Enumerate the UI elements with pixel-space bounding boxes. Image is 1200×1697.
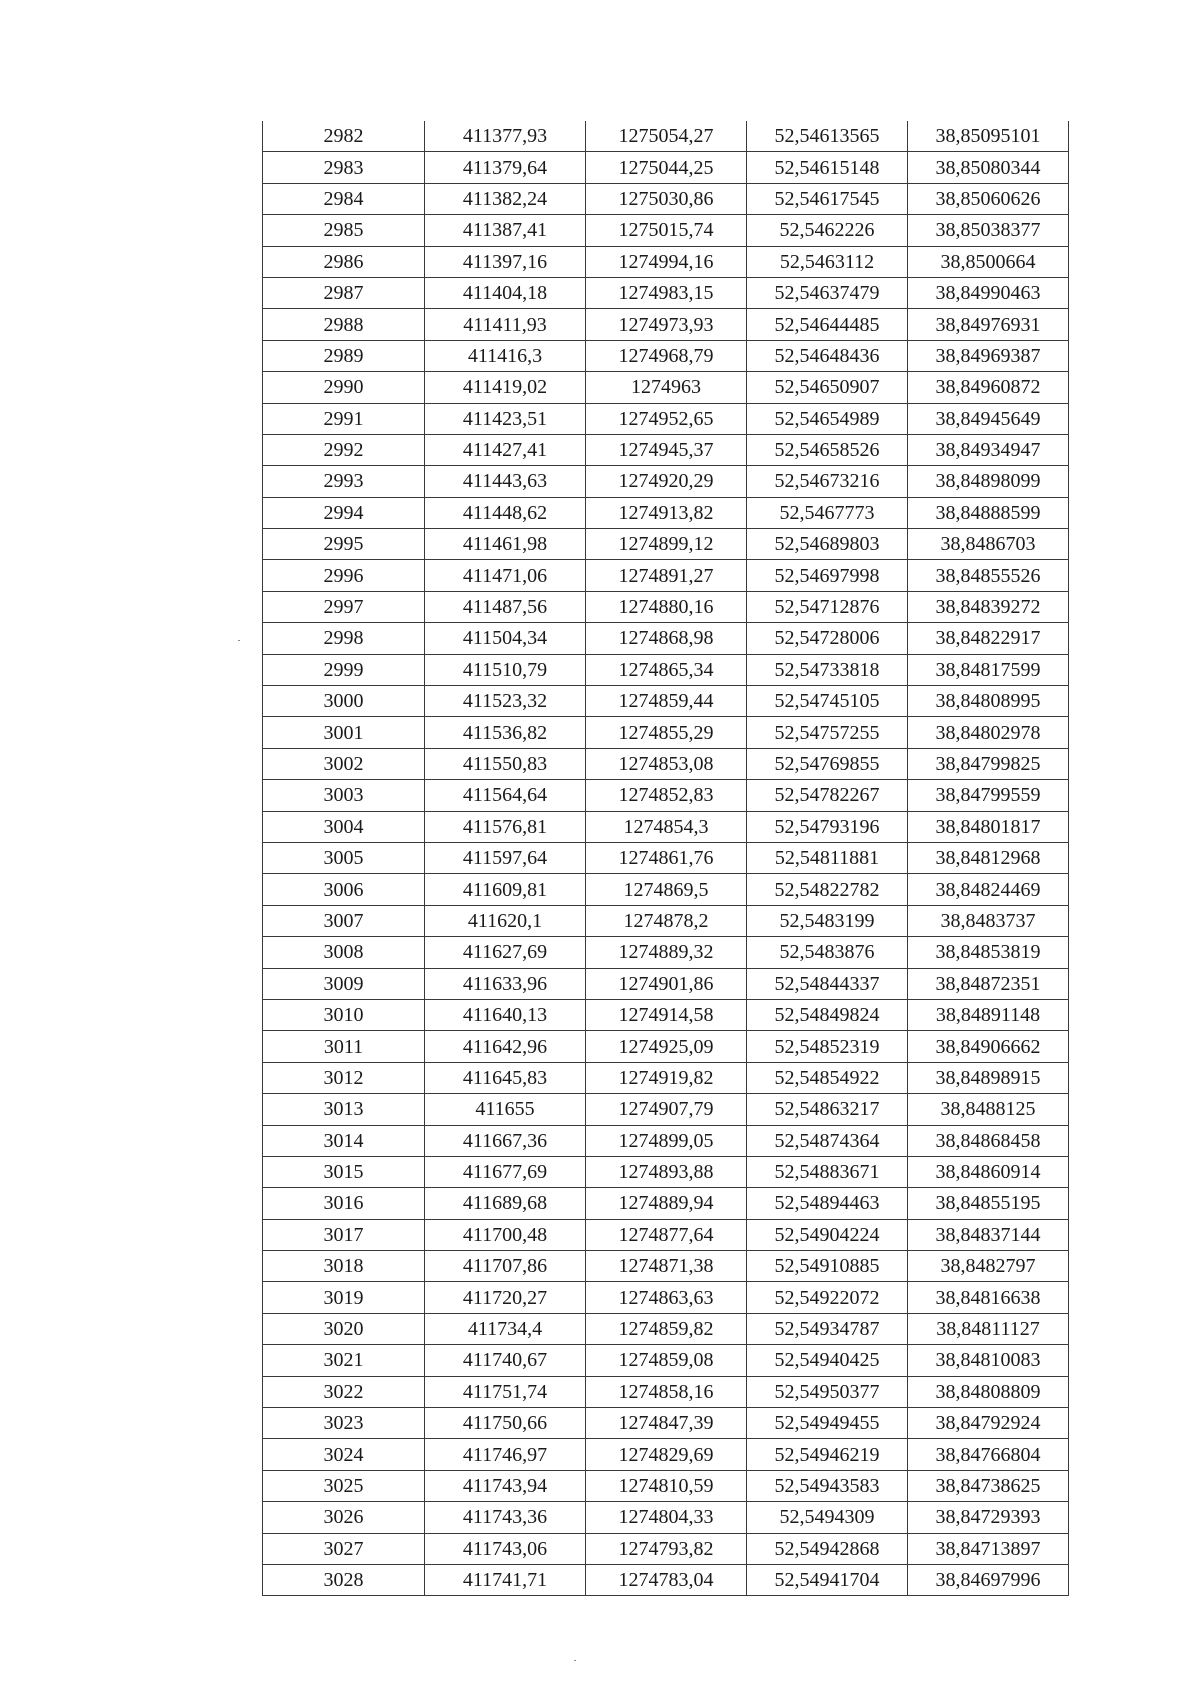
latitude-cell: 52,5494309 [747, 1502, 908, 1533]
latitude-cell: 52,5467773 [747, 497, 908, 528]
latitude-cell: 52,54943583 [747, 1470, 908, 1501]
x-coordinate-cell: 411523,32 [425, 686, 586, 717]
latitude-cell: 52,54654989 [747, 403, 908, 434]
x-coordinate-cell: 411411,93 [425, 309, 586, 340]
point-number-cell: 3028 [263, 1564, 425, 1595]
longitude-cell: 38,84729393 [908, 1502, 1069, 1533]
table-row [263, 623, 1069, 654]
longitude-cell: 38,84872351 [908, 968, 1069, 999]
point-number-cell: 3001 [263, 717, 425, 748]
y-coordinate-cell: 1274914,58 [586, 999, 747, 1030]
point-number-cell: 2985 [263, 215, 425, 246]
longitude-cell: 38,84906662 [908, 1031, 1069, 1062]
point-number-cell: 2992 [263, 434, 425, 465]
point-number-cell: 3000 [263, 686, 425, 717]
longitude-cell: 38,84799559 [908, 780, 1069, 811]
table-row [263, 372, 1069, 403]
x-coordinate-cell: 411504,34 [425, 623, 586, 654]
longitude-cell: 38,84810083 [908, 1345, 1069, 1376]
y-coordinate-cell: 1274859,44 [586, 686, 747, 717]
point-number-cell: 3024 [263, 1439, 425, 1470]
point-number-cell: 3015 [263, 1156, 425, 1187]
y-coordinate-cell: 1274899,05 [586, 1125, 747, 1156]
x-coordinate-cell: 411633,96 [425, 968, 586, 999]
point-number-cell: 3016 [263, 1188, 425, 1219]
point-number-cell: 2988 [263, 309, 425, 340]
table-row [263, 246, 1069, 277]
table-row [263, 780, 1069, 811]
table-row [263, 748, 1069, 779]
latitude-cell: 52,54613565 [747, 121, 908, 152]
x-coordinate-cell: 411461,98 [425, 529, 586, 560]
x-coordinate-cell: 411564,64 [425, 780, 586, 811]
longitude-cell: 38,84839272 [908, 591, 1069, 622]
x-coordinate-cell: 411379,64 [425, 152, 586, 183]
longitude-cell: 38,84945649 [908, 403, 1069, 434]
table-row [263, 466, 1069, 497]
x-coordinate-cell: 411377,93 [425, 121, 586, 152]
point-number-cell: 2984 [263, 183, 425, 214]
latitude-cell: 52,54697998 [747, 560, 908, 591]
y-coordinate-cell: 1274983,15 [586, 277, 747, 308]
longitude-cell: 38,8486703 [908, 529, 1069, 560]
point-number-cell: 3008 [263, 937, 425, 968]
y-coordinate-cell: 1274968,79 [586, 340, 747, 371]
longitude-cell: 38,84811127 [908, 1313, 1069, 1344]
table-row [263, 529, 1069, 560]
latitude-cell: 52,54650907 [747, 372, 908, 403]
table-row [263, 999, 1069, 1030]
table-row [263, 497, 1069, 528]
y-coordinate-cell: 1274847,39 [586, 1408, 747, 1439]
x-coordinate-cell: 411536,82 [425, 717, 586, 748]
table-row [263, 560, 1069, 591]
latitude-cell: 52,54712876 [747, 591, 908, 622]
y-coordinate-cell: 1275054,27 [586, 121, 747, 152]
x-coordinate-cell: 411416,3 [425, 340, 586, 371]
point-number-cell: 3004 [263, 811, 425, 842]
y-coordinate-cell: 1274952,65 [586, 403, 747, 434]
x-coordinate-cell: 411597,64 [425, 842, 586, 873]
point-number-cell: 2982 [263, 121, 425, 152]
x-coordinate-cell: 411419,02 [425, 372, 586, 403]
point-number-cell: 3023 [263, 1408, 425, 1439]
point-number-cell: 3020 [263, 1313, 425, 1344]
point-number-cell: 2997 [263, 591, 425, 622]
point-number-cell: 2998 [263, 623, 425, 654]
y-coordinate-cell: 1274963 [586, 372, 747, 403]
x-coordinate-cell: 411397,16 [425, 246, 586, 277]
scan-speck [574, 1660, 576, 1661]
longitude-cell: 38,84808809 [908, 1376, 1069, 1407]
y-coordinate-cell: 1274861,76 [586, 842, 747, 873]
y-coordinate-cell: 1274854,3 [586, 811, 747, 842]
coordinates-table-body [263, 121, 1069, 1596]
latitude-cell: 52,54941704 [747, 1564, 908, 1595]
y-coordinate-cell: 1274899,12 [586, 529, 747, 560]
longitude-cell: 38,84792924 [908, 1408, 1069, 1439]
x-coordinate-cell: 411677,69 [425, 1156, 586, 1187]
longitude-cell: 38,84855526 [908, 560, 1069, 591]
table-row [263, 1125, 1069, 1156]
point-number-cell: 2983 [263, 152, 425, 183]
latitude-cell: 52,54863217 [747, 1094, 908, 1125]
table-row [263, 1376, 1069, 1407]
point-number-cell: 3018 [263, 1251, 425, 1282]
latitude-cell: 52,5462226 [747, 215, 908, 246]
table-row [263, 1502, 1069, 1533]
y-coordinate-cell: 1275015,74 [586, 215, 747, 246]
latitude-cell: 52,5483876 [747, 937, 908, 968]
latitude-cell: 52,54745105 [747, 686, 908, 717]
latitude-cell: 52,54950377 [747, 1376, 908, 1407]
y-coordinate-cell: 1274901,86 [586, 968, 747, 999]
latitude-cell: 52,54648436 [747, 340, 908, 371]
longitude-cell: 38,84822917 [908, 623, 1069, 654]
latitude-cell: 52,54883671 [747, 1156, 908, 1187]
table-row [263, 842, 1069, 873]
x-coordinate-cell: 411751,74 [425, 1376, 586, 1407]
table-row [263, 1533, 1069, 1564]
y-coordinate-cell: 1274829,69 [586, 1439, 747, 1470]
x-coordinate-cell: 411642,96 [425, 1031, 586, 1062]
latitude-cell: 52,54793196 [747, 811, 908, 842]
point-number-cell: 3012 [263, 1062, 425, 1093]
longitude-cell: 38,84766804 [908, 1439, 1069, 1470]
y-coordinate-cell: 1274889,94 [586, 1188, 747, 1219]
latitude-cell: 52,54757255 [747, 717, 908, 748]
y-coordinate-cell: 1274869,5 [586, 874, 747, 905]
y-coordinate-cell: 1274783,04 [586, 1564, 747, 1595]
point-number-cell: 2993 [263, 466, 425, 497]
table-row [263, 1188, 1069, 1219]
point-number-cell: 3009 [263, 968, 425, 999]
table-row [263, 717, 1069, 748]
y-coordinate-cell: 1274804,33 [586, 1502, 747, 1533]
latitude-cell: 52,54733818 [747, 654, 908, 685]
point-number-cell: 3014 [263, 1125, 425, 1156]
latitude-cell: 52,54769855 [747, 748, 908, 779]
table-row [263, 183, 1069, 214]
y-coordinate-cell: 1274945,37 [586, 434, 747, 465]
latitude-cell: 52,54910885 [747, 1251, 908, 1282]
longitude-cell: 38,84888599 [908, 497, 1069, 528]
point-number-cell: 3002 [263, 748, 425, 779]
longitude-cell: 38,85095101 [908, 121, 1069, 152]
latitude-cell: 52,54849824 [747, 999, 908, 1030]
longitude-cell: 38,84891148 [908, 999, 1069, 1030]
point-number-cell: 2989 [263, 340, 425, 371]
x-coordinate-cell: 411471,06 [425, 560, 586, 591]
latitude-cell: 52,54894463 [747, 1188, 908, 1219]
longitude-cell: 38,84817599 [908, 654, 1069, 685]
latitude-cell: 52,54782267 [747, 780, 908, 811]
longitude-cell: 38,84990463 [908, 277, 1069, 308]
x-coordinate-cell: 411707,86 [425, 1251, 586, 1282]
point-number-cell: 3021 [263, 1345, 425, 1376]
table-row [263, 874, 1069, 905]
point-number-cell: 3022 [263, 1376, 425, 1407]
table-row [263, 1439, 1069, 1470]
table-row [263, 591, 1069, 622]
longitude-cell: 38,84697996 [908, 1564, 1069, 1595]
y-coordinate-cell: 1274810,59 [586, 1470, 747, 1501]
table-row [263, 1313, 1069, 1344]
x-coordinate-cell: 411427,41 [425, 434, 586, 465]
table-row [263, 215, 1069, 246]
latitude-cell: 52,54728006 [747, 623, 908, 654]
x-coordinate-cell: 411743,94 [425, 1470, 586, 1501]
table-row [263, 1408, 1069, 1439]
point-number-cell: 2991 [263, 403, 425, 434]
point-number-cell: 3013 [263, 1094, 425, 1125]
table-row [263, 121, 1069, 152]
y-coordinate-cell: 1274907,79 [586, 1094, 747, 1125]
coordinates-table [262, 121, 1069, 1596]
y-coordinate-cell: 1274891,27 [586, 560, 747, 591]
point-number-cell: 3019 [263, 1282, 425, 1313]
x-coordinate-cell: 411382,24 [425, 183, 586, 214]
longitude-cell: 38,84799825 [908, 748, 1069, 779]
point-number-cell: 3005 [263, 842, 425, 873]
table-row [263, 654, 1069, 685]
longitude-cell: 38,84976931 [908, 309, 1069, 340]
point-number-cell: 3026 [263, 1502, 425, 1533]
table-row [263, 340, 1069, 371]
table-row [263, 434, 1069, 465]
table-row [263, 403, 1069, 434]
table-row [263, 1156, 1069, 1187]
y-coordinate-cell: 1274880,16 [586, 591, 747, 622]
latitude-cell: 52,54922072 [747, 1282, 908, 1313]
longitude-cell: 38,8500664 [908, 246, 1069, 277]
y-coordinate-cell: 1274878,2 [586, 905, 747, 936]
y-coordinate-cell: 1274877,64 [586, 1219, 747, 1250]
longitude-cell: 38,84837144 [908, 1219, 1069, 1250]
y-coordinate-cell: 1274853,08 [586, 748, 747, 779]
longitude-cell: 38,84868458 [908, 1125, 1069, 1156]
latitude-cell: 52,54822782 [747, 874, 908, 905]
longitude-cell: 38,85080344 [908, 152, 1069, 183]
latitude-cell: 52,54844337 [747, 968, 908, 999]
point-number-cell: 2995 [263, 529, 425, 560]
x-coordinate-cell: 411741,71 [425, 1564, 586, 1595]
y-coordinate-cell: 1274920,29 [586, 466, 747, 497]
x-coordinate-cell: 411645,83 [425, 1062, 586, 1093]
y-coordinate-cell: 1274855,29 [586, 717, 747, 748]
longitude-cell: 38,84738625 [908, 1470, 1069, 1501]
longitude-cell: 38,84934947 [908, 434, 1069, 465]
x-coordinate-cell: 411609,81 [425, 874, 586, 905]
latitude-cell: 52,54689803 [747, 529, 908, 560]
table-row [263, 937, 1069, 968]
latitude-cell: 52,54615148 [747, 152, 908, 183]
x-coordinate-cell: 411734,4 [425, 1313, 586, 1344]
x-coordinate-cell: 411550,83 [425, 748, 586, 779]
scan-speck [238, 640, 240, 641]
longitude-cell: 38,84960872 [908, 372, 1069, 403]
y-coordinate-cell: 1275030,86 [586, 183, 747, 214]
y-coordinate-cell: 1274919,82 [586, 1062, 747, 1093]
point-number-cell: 3025 [263, 1470, 425, 1501]
point-number-cell: 2990 [263, 372, 425, 403]
x-coordinate-cell: 411700,48 [425, 1219, 586, 1250]
point-number-cell: 3007 [263, 905, 425, 936]
longitude-cell: 38,84808995 [908, 686, 1069, 717]
point-number-cell: 3003 [263, 780, 425, 811]
latitude-cell: 52,54940425 [747, 1345, 908, 1376]
table-row [263, 1564, 1069, 1595]
x-coordinate-cell: 411387,41 [425, 215, 586, 246]
point-number-cell: 3010 [263, 999, 425, 1030]
table-row [263, 968, 1069, 999]
table-row [263, 686, 1069, 717]
latitude-cell: 52,54934787 [747, 1313, 908, 1344]
longitude-cell: 38,8482797 [908, 1251, 1069, 1282]
x-coordinate-cell: 411404,18 [425, 277, 586, 308]
longitude-cell: 38,84816638 [908, 1282, 1069, 1313]
y-coordinate-cell: 1274868,98 [586, 623, 747, 654]
point-number-cell: 3011 [263, 1031, 425, 1062]
y-coordinate-cell: 1274925,09 [586, 1031, 747, 1062]
y-coordinate-cell: 1274973,93 [586, 309, 747, 340]
latitude-cell: 52,5483199 [747, 905, 908, 936]
point-number-cell: 2987 [263, 277, 425, 308]
table-row [263, 811, 1069, 842]
latitude-cell: 52,5463112 [747, 246, 908, 277]
latitude-cell: 52,54617545 [747, 183, 908, 214]
table-row [263, 905, 1069, 936]
y-coordinate-cell: 1274913,82 [586, 497, 747, 528]
latitude-cell: 52,54637479 [747, 277, 908, 308]
longitude-cell: 38,84853819 [908, 937, 1069, 968]
point-number-cell: 2994 [263, 497, 425, 528]
point-number-cell: 2996 [263, 560, 425, 591]
x-coordinate-cell: 411743,36 [425, 1502, 586, 1533]
y-coordinate-cell: 1274859,82 [586, 1313, 747, 1344]
x-coordinate-cell: 411448,62 [425, 497, 586, 528]
x-coordinate-cell: 411689,68 [425, 1188, 586, 1219]
y-coordinate-cell: 1275044,25 [586, 152, 747, 183]
latitude-cell: 52,54644485 [747, 309, 908, 340]
x-coordinate-cell: 411740,67 [425, 1345, 586, 1376]
longitude-cell: 38,85060626 [908, 183, 1069, 214]
table-row [263, 152, 1069, 183]
latitude-cell: 52,54673216 [747, 466, 908, 497]
y-coordinate-cell: 1274859,08 [586, 1345, 747, 1376]
longitude-cell: 38,84713897 [908, 1533, 1069, 1564]
table-row [263, 1031, 1069, 1062]
table-row [263, 1062, 1069, 1093]
longitude-cell: 38,84898915 [908, 1062, 1069, 1093]
latitude-cell: 52,54874364 [747, 1125, 908, 1156]
longitude-cell: 38,84898099 [908, 466, 1069, 497]
latitude-cell: 52,54854922 [747, 1062, 908, 1093]
x-coordinate-cell: 411640,13 [425, 999, 586, 1030]
point-number-cell: 3006 [263, 874, 425, 905]
y-coordinate-cell: 1274793,82 [586, 1533, 747, 1564]
table-row [263, 309, 1069, 340]
latitude-cell: 52,54852319 [747, 1031, 908, 1062]
point-number-cell: 2999 [263, 654, 425, 685]
table-row [263, 1251, 1069, 1282]
x-coordinate-cell: 411443,63 [425, 466, 586, 497]
longitude-cell: 38,84824469 [908, 874, 1069, 905]
y-coordinate-cell: 1274865,34 [586, 654, 747, 685]
point-number-cell: 3017 [263, 1219, 425, 1250]
x-coordinate-cell: 411487,56 [425, 591, 586, 622]
latitude-cell: 52,54811881 [747, 842, 908, 873]
y-coordinate-cell: 1274863,63 [586, 1282, 747, 1313]
x-coordinate-cell: 411750,66 [425, 1408, 586, 1439]
latitude-cell: 52,54942868 [747, 1533, 908, 1564]
x-coordinate-cell: 411576,81 [425, 811, 586, 842]
longitude-cell: 38,84801817 [908, 811, 1069, 842]
latitude-cell: 52,54658526 [747, 434, 908, 465]
x-coordinate-cell: 411423,51 [425, 403, 586, 434]
table-row [263, 1094, 1069, 1125]
y-coordinate-cell: 1274852,83 [586, 780, 747, 811]
longitude-cell: 38,84812968 [908, 842, 1069, 873]
table-row [263, 1282, 1069, 1313]
y-coordinate-cell: 1274994,16 [586, 246, 747, 277]
longitude-cell: 38,85038377 [908, 215, 1069, 246]
x-coordinate-cell: 411667,36 [425, 1125, 586, 1156]
x-coordinate-cell: 411655 [425, 1094, 586, 1125]
latitude-cell: 52,54904224 [747, 1219, 908, 1250]
table-row [263, 1345, 1069, 1376]
x-coordinate-cell: 411746,97 [425, 1439, 586, 1470]
x-coordinate-cell: 411510,79 [425, 654, 586, 685]
x-coordinate-cell: 411620,1 [425, 905, 586, 936]
longitude-cell: 38,84802978 [908, 717, 1069, 748]
y-coordinate-cell: 1274871,38 [586, 1251, 747, 1282]
x-coordinate-cell: 411743,06 [425, 1533, 586, 1564]
longitude-cell: 38,84860914 [908, 1156, 1069, 1187]
latitude-cell: 52,54949455 [747, 1408, 908, 1439]
point-number-cell: 2986 [263, 246, 425, 277]
latitude-cell: 52,54946219 [747, 1439, 908, 1470]
longitude-cell: 38,84969387 [908, 340, 1069, 371]
longitude-cell: 38,84855195 [908, 1188, 1069, 1219]
x-coordinate-cell: 411627,69 [425, 937, 586, 968]
point-number-cell: 3027 [263, 1533, 425, 1564]
x-coordinate-cell: 411720,27 [425, 1282, 586, 1313]
table-row [263, 1219, 1069, 1250]
longitude-cell: 38,8483737 [908, 905, 1069, 936]
table-row [263, 277, 1069, 308]
table-row [263, 1470, 1069, 1501]
y-coordinate-cell: 1274889,32 [586, 937, 747, 968]
y-coordinate-cell: 1274858,16 [586, 1376, 747, 1407]
y-coordinate-cell: 1274893,88 [586, 1156, 747, 1187]
longitude-cell: 38,8488125 [908, 1094, 1069, 1125]
